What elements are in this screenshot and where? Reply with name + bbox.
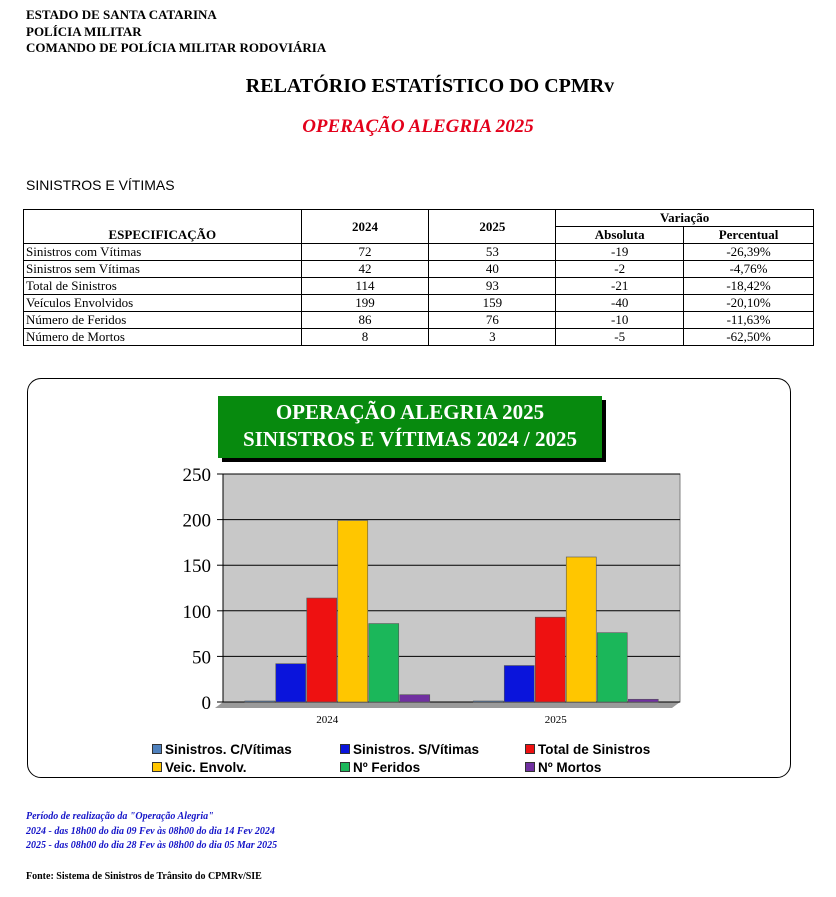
variation-percent: -18,42%	[684, 278, 814, 295]
legend-label: Nº Mortos	[538, 760, 602, 775]
col-2024-header: 2024	[301, 210, 429, 244]
value-2025: 3	[429, 329, 556, 346]
variation-absolute: -21	[556, 278, 684, 295]
section-title: SINISTROS E VÍTIMAS	[26, 177, 175, 193]
variation-absolute: -40	[556, 295, 684, 312]
value-2024: 199	[301, 295, 429, 312]
legend-item	[152, 760, 247, 775]
variation-percent: -11,63%	[684, 312, 814, 329]
variation-percent: -26,39%	[684, 244, 814, 261]
y-tick-label: 100	[182, 601, 211, 623]
legend-item	[525, 760, 601, 775]
period-2024: 2024 - das 18h00 do dia 09 Fev às 08h00 do dia 14 Fev 2024	[26, 825, 275, 837]
variation-percent: -62,50%	[684, 329, 814, 346]
period-2025: 2025 - das 08h00 do dia 28 Fev às 08h00 do dia 05 Mar 2025	[26, 840, 278, 851]
source-note: Fonte: Sistema de Sinistros de Trânsito do CPMRv/SIE	[26, 871, 262, 882]
legend-swatch	[152, 744, 162, 754]
y-tick-label: 50	[192, 647, 211, 669]
report-title: RELATÓRIO ESTATÍSTICO DO CPMRv	[245, 75, 615, 97]
value-2024: 8	[301, 329, 429, 346]
col-2025-header: 2025	[429, 210, 556, 244]
value-2025: 159	[429, 295, 556, 312]
legend-label: Sinistros. S/Vítimas	[353, 742, 480, 757]
legend-item	[340, 760, 420, 775]
legend-item	[340, 742, 479, 757]
bar-2025-2	[535, 617, 565, 702]
bar-2024-2	[307, 598, 337, 702]
value-2024: 72	[301, 244, 429, 261]
variation-absolute: -10	[556, 312, 684, 329]
y-tick-label: 150	[182, 556, 211, 578]
bar-2024-1	[276, 664, 306, 702]
value-2024: 86	[301, 312, 429, 329]
y-tick-label: 200	[182, 510, 211, 532]
chart-title-line2: SINISTROS E VÍTIMAS 2024 / 2025	[243, 427, 577, 451]
bar-2025-4	[597, 633, 627, 702]
legend-label: Sinistros. C/Vítimas	[165, 742, 292, 757]
value-2025: 40	[429, 261, 556, 278]
row-label: Sinistros sem Vítimas	[24, 261, 302, 278]
col-spec-header: ESPECIFICAÇÃO	[24, 227, 302, 244]
bar-2024-4	[369, 624, 399, 702]
bar-2025-1	[504, 666, 534, 702]
col-absoluta-header: Absoluta	[556, 227, 684, 244]
value-2024: 114	[301, 278, 429, 295]
chart-title-banner	[218, 396, 602, 458]
legend-swatch	[340, 762, 350, 772]
variation-absolute: -2	[556, 261, 684, 278]
value-2025: 53	[429, 244, 556, 261]
variation-percent: -4,76%	[684, 261, 814, 278]
row-label: Sinistros com Vítimas	[24, 244, 302, 261]
legend-swatch	[340, 744, 350, 754]
row-label: Número de Mortos	[24, 329, 302, 346]
y-tick-label: 250	[182, 465, 211, 486]
legend-label: Nº Feridos	[353, 760, 421, 775]
variation-absolute: -19	[556, 244, 684, 261]
x-category-label: 2025	[544, 714, 567, 726]
y-tick-label: 0	[201, 693, 211, 714]
legend-item	[525, 742, 650, 757]
chart-title-line1: OPERAÇÃO ALEGRIA 2025	[275, 400, 545, 424]
plot-floor	[215, 702, 680, 708]
header-state: ESTADO DE SANTA CATARINA	[26, 7, 217, 22]
bar-2025-5	[628, 699, 658, 702]
value-2024: 42	[301, 261, 429, 278]
bar-2024-5	[400, 695, 430, 702]
x-category-label: 2024	[316, 714, 339, 726]
bar-2024-0	[245, 701, 275, 702]
col-percentual-header: Percentual	[684, 227, 814, 244]
operation-title: OPERAÇÃO ALEGRIA 2025	[302, 116, 534, 137]
legend-swatch	[152, 762, 162, 772]
legend-item	[152, 742, 292, 757]
period-notes	[26, 810, 277, 854]
bar-2024-3	[338, 521, 368, 702]
row-label: Número de Feridos	[24, 312, 302, 329]
value-2025: 93	[429, 278, 556, 295]
col-variacao-header: Variação	[556, 210, 814, 227]
value-2025: 76	[429, 312, 556, 329]
legend-swatch	[525, 762, 535, 772]
variation-absolute: -5	[556, 329, 684, 346]
period-title: Período de realização da "Operação Alegria"	[26, 811, 214, 822]
legend-swatch	[525, 744, 535, 754]
bar-2025-3	[566, 557, 596, 702]
legend-label: Total de Sinistros	[538, 742, 651, 757]
row-label: Veículos Envolvidos	[24, 295, 302, 312]
header-command: COMANDO DE POLÍCIA MILITAR RODOVIÁRIA	[26, 40, 327, 55]
variation-percent: -20,10%	[684, 295, 814, 312]
header-police: POLÍCIA MILITAR	[26, 23, 142, 39]
legend-label: Veic. Envolv.	[165, 760, 247, 775]
row-label: Total de Sinistros	[24, 278, 302, 295]
bar-2025-0	[473, 701, 503, 702]
